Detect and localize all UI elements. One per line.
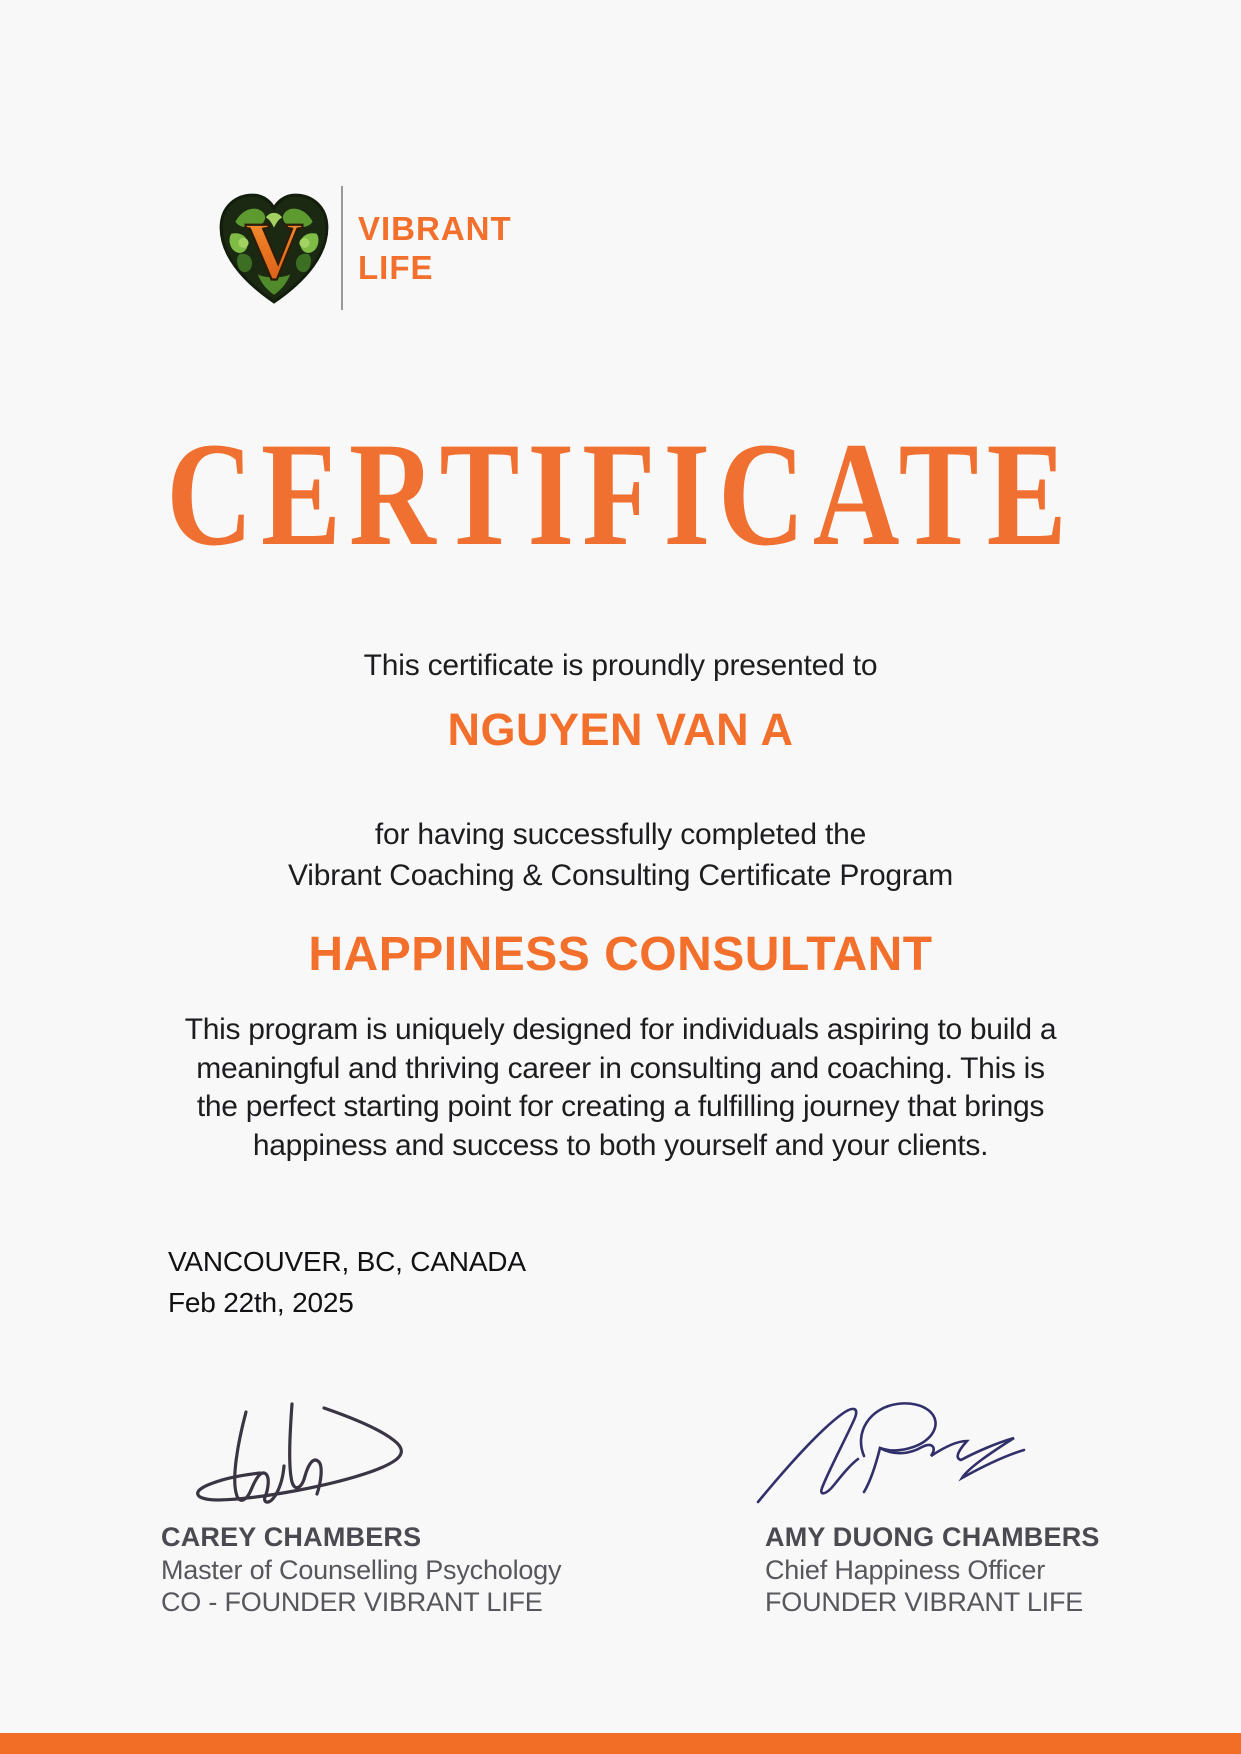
completion-line-2: Vibrant Coaching & Consulting Certificate Program <box>288 859 953 892</box>
issue-date: Feb 22th, 2025 <box>168 1287 354 1318</box>
amy-duong-chambers-signature <box>752 1392 1038 1510</box>
description-line: the perfect starting point for creating a fulfilling journey that brings <box>196 1090 1045 1123</box>
signatory-title: Master of Counselling Psychology <box>161 1555 562 1585</box>
description-line: happiness and success to both yourself and your clients. <box>252 1128 989 1162</box>
certificate-title: CERTIFICATE <box>166 411 1075 577</box>
completion-line-1: for having successfully completed the <box>374 818 867 851</box>
description-line: meaningful and thriving career in consulting and coaching. This is <box>196 1051 1045 1085</box>
presented-line: This certificate is proundly presented to <box>363 649 878 682</box>
recipient-name: NGUYEN VAN A <box>447 704 794 755</box>
program-description <box>0 1011 1241 1165</box>
carey-chambers-signature <box>168 1398 410 1520</box>
program-title: HAPPINESS CONSULTANT <box>308 928 933 981</box>
signatory-title: Chief Happiness Officer <box>765 1555 1046 1585</box>
signatory-role: FOUNDER VIBRANT LIFE <box>765 1587 1084 1617</box>
issue-location: VANCOUVER, BC, CANADA <box>168 1246 526 1277</box>
completion-statement <box>0 814 1241 896</box>
brand-line-2: LIFE <box>358 249 434 286</box>
brand-name <box>358 209 512 287</box>
footer-accent-bar <box>0 1733 1241 1754</box>
svg-text:V: V <box>244 206 304 297</box>
description-line: This program is uniquely designed for individuals aspiring to build a <box>184 1013 1057 1046</box>
brand-line-1: VIBRANT <box>358 210 512 247</box>
signatory-name: AMY DUONG CHAMBERS <box>765 1522 1100 1552</box>
logo-divider <box>341 186 343 310</box>
brand-header <box>213 186 512 310</box>
signatory-name: CAREY CHAMBERS <box>161 1522 422 1552</box>
heart-v-logo-icon <box>213 187 335 309</box>
signatory-role: CO - FOUNDER VIBRANT LIFE <box>161 1587 543 1617</box>
